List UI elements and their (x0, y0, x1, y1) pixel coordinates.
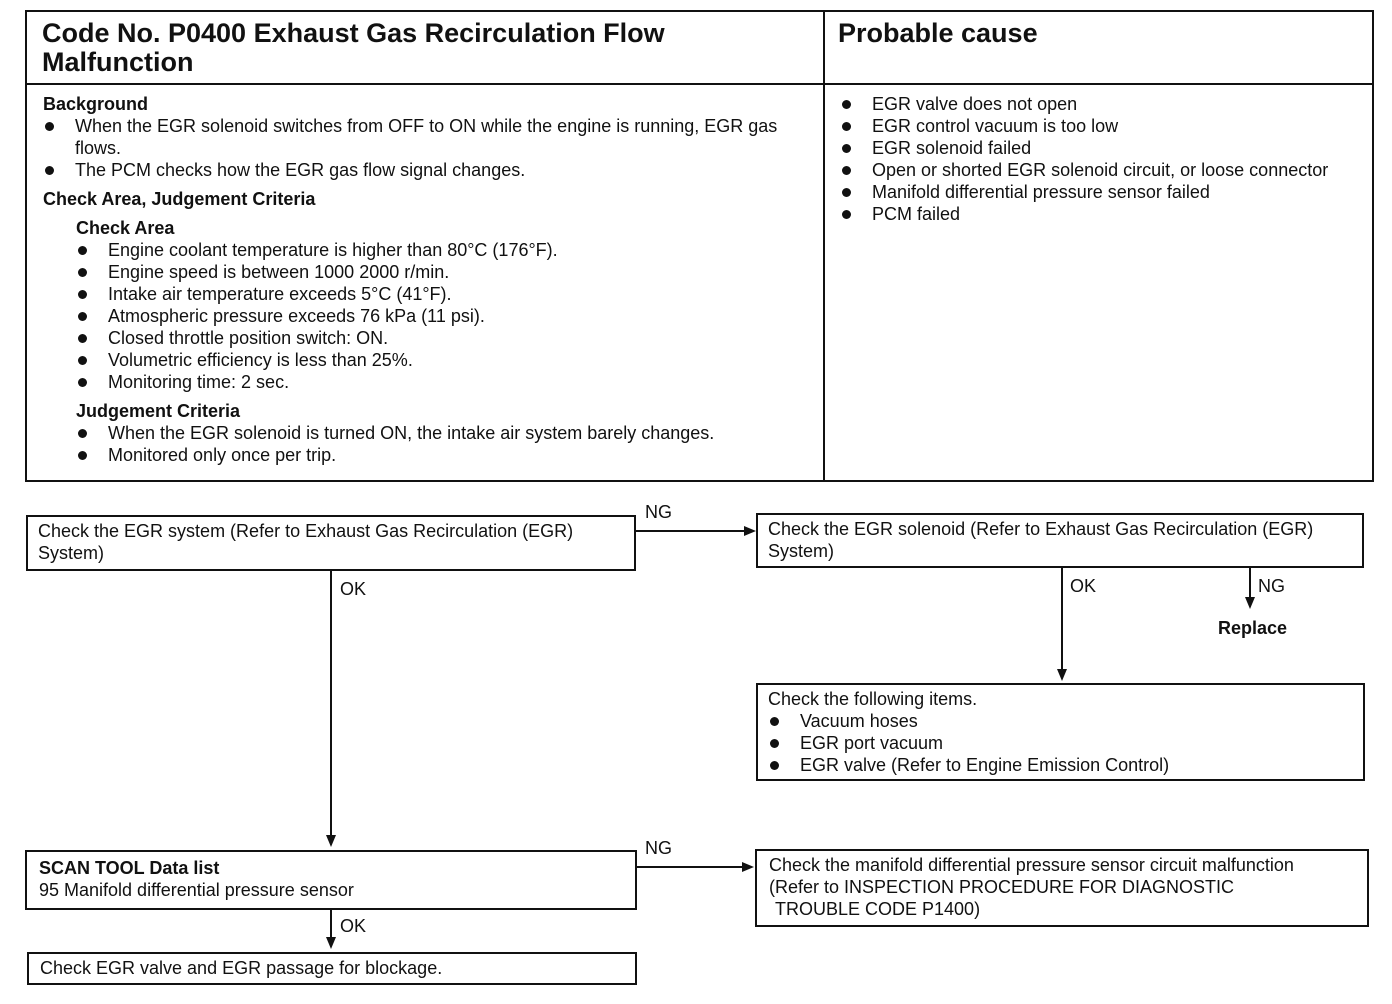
scan-tool-title: SCAN TOOL Data list (39, 858, 220, 878)
list-item: EGR valve does not open (840, 93, 1358, 115)
list-item: EGR control vacuum is too low (840, 115, 1358, 137)
check-egr-valve-box (27, 952, 637, 985)
manifold-check-box (755, 849, 1369, 927)
table-header-divider (25, 83, 1374, 85)
background-heading: Background (43, 94, 149, 114)
list-item: The PCM checks how the EGR gas flow signal changes. (43, 159, 815, 181)
manifold-check-line2: (Refer to INSPECTION PROCEDURE FOR DIAGNOSTIC (769, 877, 1235, 897)
manifold-check-line3: TROUBLE CODE P1400) (775, 899, 981, 919)
list-item: Vacuum hoses (768, 710, 1353, 732)
list-item: Open or shorted EGR solenoid circuit, or loose connector (840, 159, 1358, 181)
probable-cause-list (840, 93, 1358, 225)
arrow-ok-system-head (326, 835, 336, 847)
judgement-criteria-list (76, 422, 815, 466)
list-item: When the EGR solenoid is turned ON, the intake air system barely changes. (76, 422, 815, 444)
replace-text: Replace (1218, 618, 1288, 638)
probable-cause-content (840, 93, 1358, 225)
scan-tool-item: 95 Manifold differential pressure sensor (39, 880, 354, 900)
arrow-ng-2-head (742, 862, 754, 872)
check-area-section (43, 217, 815, 466)
check-egr-system-box (26, 515, 636, 571)
check-egr-solenoid-text: Check the EGR solenoid (Refer to Exhaust Gas Recirculation (EGR) System) (768, 519, 1314, 561)
list-item: Closed throttle position switch: ON. (76, 327, 815, 349)
arrow-ok-scan-line (330, 910, 332, 938)
judgement-criteria-heading: Judgement Criteria (76, 401, 241, 421)
check-following-items-box (756, 683, 1365, 781)
list-item: EGR solenoid failed (840, 137, 1358, 159)
arrow-ok-solenoid-line (1061, 568, 1063, 670)
list-item: EGR port vacuum (768, 732, 1353, 754)
list-item: When the EGR solenoid switches from OFF to ON while the engine is running, EGR gas flows. (43, 115, 815, 159)
list-item: Engine coolant temperature is higher than 80°C (176°F). (76, 239, 815, 261)
arrow-ok-system-line (330, 571, 332, 836)
list-item: EGR valve (Refer to Engine Emission Control) (768, 754, 1353, 776)
ng-label-solenoid: NG (1258, 576, 1285, 596)
list-item: Manifold differential pressure sensor failed (840, 181, 1358, 203)
arrow-ok-solenoid-head (1057, 669, 1067, 681)
table-column-divider (823, 10, 825, 482)
list-item: Monitored only once per trip. (76, 444, 815, 466)
list-item: Atmospheric pressure exceeds 76 kPa (11 psi). (76, 305, 815, 327)
arrow-ng-1-line (636, 530, 746, 532)
list-item: Engine speed is between 1000 2000 r/min. (76, 261, 815, 283)
manifold-check-line1: Check the manifold differential pressure sensor circuit malfunction (769, 855, 1294, 875)
ok-label-scan: OK (340, 916, 367, 936)
check-egr-solenoid-box (756, 513, 1364, 568)
background-list (43, 115, 815, 181)
check-following-items-title: Check the following items. (768, 689, 978, 709)
check-heading: Check Area, Judgement Criteria (43, 189, 316, 209)
scan-tool-box (25, 850, 637, 910)
arrow-ng-solenoid-head (1245, 597, 1255, 609)
check-egr-system-text: Check the EGR system (Refer to Exhaust Gas Recirculation (EGR) System) (38, 521, 574, 563)
ok-label-system: OK (340, 579, 367, 599)
list-item: Monitoring time: 2 sec. (76, 371, 815, 393)
check-egr-valve-text: Check EGR valve and EGR passage for blockage. (40, 958, 443, 978)
probable-cause-title: Probable cause (838, 18, 1038, 48)
arrow-ng-2-line (637, 866, 744, 868)
check-area-list (76, 239, 815, 393)
arrow-ng-solenoid-line (1249, 568, 1251, 598)
list-item: Volumetric efficiency is less than 25%. (76, 349, 815, 371)
list-item: Intake air temperature exceeds 5°C (41°F). (76, 283, 815, 305)
list-item: PCM failed (840, 203, 1358, 225)
check-area-heading: Check Area (76, 218, 175, 238)
following-items-list (768, 710, 1353, 776)
ok-label-solenoid: OK (1070, 576, 1097, 596)
ng-label-2: NG (645, 838, 672, 858)
arrow-ng-1-head (744, 526, 756, 536)
left-column-content (43, 93, 815, 466)
code-title: Code No. P0400 Exhaust Gas Recirculation Flow Malfunction (42, 18, 665, 77)
arrow-ok-scan-head (326, 937, 336, 949)
ng-label-1: NG (645, 502, 672, 522)
